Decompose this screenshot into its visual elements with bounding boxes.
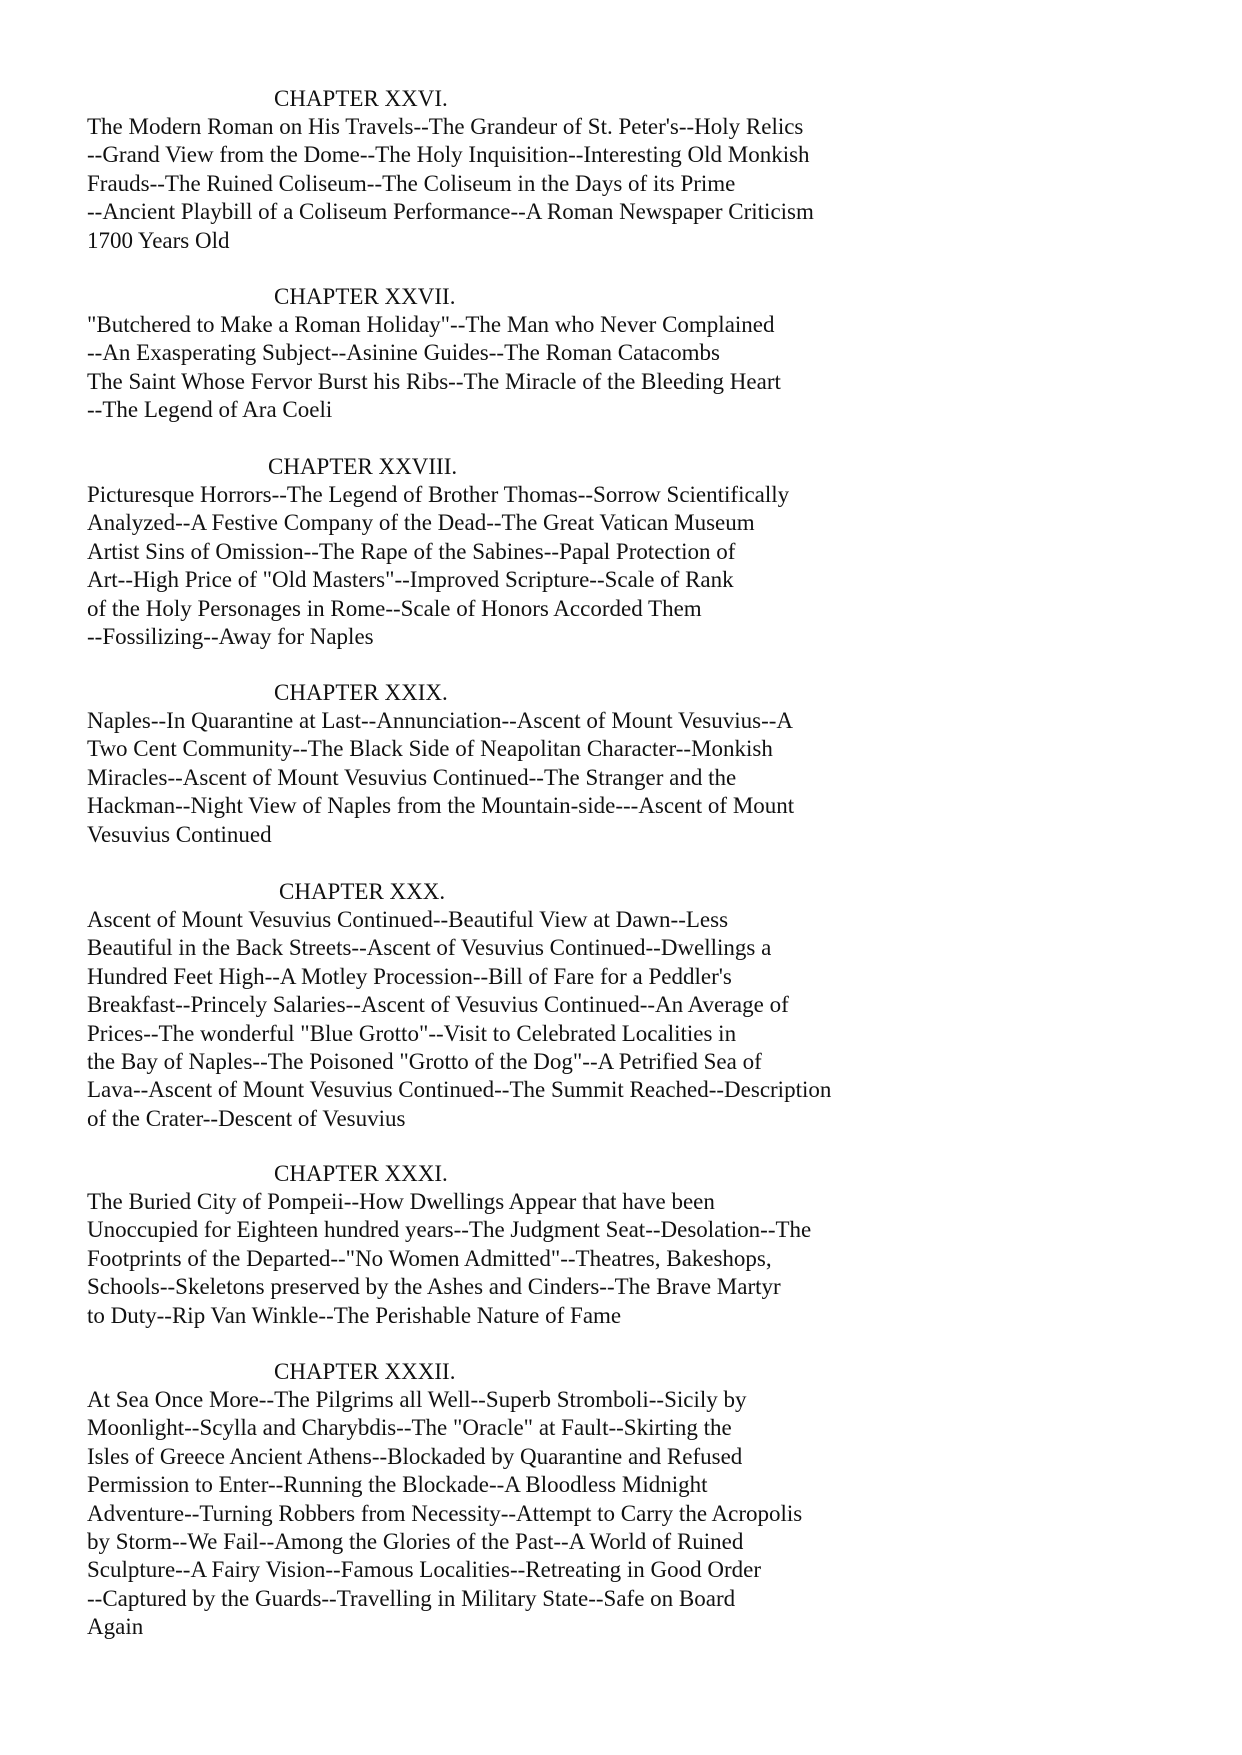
chapter-summary-line: Picturesque Horrors--The Legend of Brother Thomas--Sorrow Scientifically	[87, 482, 790, 507]
chapter-summary-line: Two Cent Community--The Black Side of Neapolitan Character--Monkish	[87, 736, 773, 762]
chapter-heading: CHAPTER XXVIII.	[268, 454, 458, 479]
chapter-summary-line: Beautiful in the Back Streets--Ascent of Vesuvius Continued--Dwellings a	[87, 935, 772, 961]
chapter-summary-line: Moonlight--Scylla and Charybdis--The "Oracle" at Fault--Skirting the	[87, 1415, 732, 1441]
chapter-summary-line: Vesuvius Continued	[87, 821, 272, 847]
chapter-xxx	[87, 878, 1187, 1133]
chapter-summary-line: by Storm--We Fail--Among the Glories of the Past--A World of Ruined	[87, 1529, 744, 1555]
chapter-summary-line: The Modern Roman on His Travels--The Grandeur of St. Peter's--Holy Relics	[87, 114, 804, 139]
chapter-summary-line: --An Exasperating Subject--Asinine Guides--The Roman Catacombs	[87, 340, 720, 366]
chapter-summary-line: Permission to Enter--Running the Blockade--A Bloodless Midnight	[87, 1472, 708, 1498]
chapter-summary-line: Unoccupied for Eighteen hundred years--The Judgment Seat--Desolation--The	[87, 1217, 812, 1243]
chapter-summary-line: Art--High Price of "Old Masters"--Improved Scripture--Scale of Rank	[87, 567, 734, 593]
chapter-summary-line: Isles of Greece Ancient Athens--Blockaded by Quarantine and Refused	[87, 1443, 743, 1469]
chapter-summary-line: Sculpture--A Fairy Vision--Famous Localities--Retreating in Good Order	[87, 1557, 761, 1583]
chapter-summary-line: "Butchered to Make a Roman Holiday"--The Man who Never Complained	[87, 312, 775, 337]
chapter-summary-line: 1700 Years Old	[87, 227, 230, 253]
chapter-summary-line: --Grand View from the Dome--The Holy Inquisition--Interesting Old Monkish	[87, 142, 810, 168]
chapter-summary-line: of the Holy Personages in Rome--Scale of Honors Accorded Them	[87, 595, 702, 621]
chapter-heading: CHAPTER XXVI.	[274, 86, 448, 111]
chapter-summary-line: --Fossilizing--Away for Naples	[87, 624, 374, 650]
chapter-summary-line: Prices--The wonderful "Blue Grotto"--Visit to Celebrated Localities in	[87, 1020, 737, 1046]
chapter-summary-line: Lava--Ascent of Mount Vesuvius Continued--The Summit Reached--Description	[87, 1077, 832, 1103]
chapter-heading: CHAPTER XXXII.	[274, 1359, 456, 1384]
chapter-xxviii	[87, 453, 1187, 651]
chapter-xxix	[87, 679, 1187, 849]
chapter-summary-line: Schools--Skeletons preserved by the Ashes and Cinders--The Brave Martyr	[87, 1274, 781, 1300]
chapter-xxxi	[87, 1160, 1187, 1330]
chapter-summary-line: Artist Sins of Omission--The Rape of the Sabines--Papal Protection of	[87, 538, 736, 564]
chapter-heading: CHAPTER XXXI.	[274, 1161, 448, 1186]
chapter-summary-line: The Saint Whose Fervor Burst his Ribs--The Miracle of the Bleeding Heart	[87, 368, 781, 394]
chapter-summary-line: Adventure--Turning Robbers from Necessity--Attempt to Carry the Acropolis	[87, 1500, 803, 1526]
chapter-summary-line: --Captured by the Guards--Travelling in Military State--Safe on Board	[87, 1585, 736, 1611]
chapter-xxvii	[87, 283, 1187, 425]
chapter-heading: CHAPTER XXIX.	[274, 680, 448, 705]
chapter-summary-line: Miracles--Ascent of Mount Vesuvius Continued--The Stranger and the	[87, 764, 737, 790]
chapter-summary-line: Hackman--Night View of Naples from the Mountain-side---Ascent of Mount	[87, 793, 795, 819]
chapter-summary-line: Frauds--The Ruined Coliseum--The Coliseum in the Days of its Prime	[87, 170, 736, 196]
chapter-summary-line: the Bay of Naples--The Poisoned "Grotto of the Dog"--A Petrified Sea of	[87, 1049, 762, 1075]
chapter-xxxii	[87, 1358, 1187, 1642]
chapter-summary-line: At Sea Once More--The Pilgrims all Well--Superb Stromboli--Sicily by	[87, 1387, 747, 1412]
chapter-xxvi	[87, 85, 1187, 255]
chapter-summary-line: Hundred Feet High--A Motley Procession--Bill of Fare for a Peddler's	[87, 963, 732, 989]
chapter-summary-line: --The Legend of Ara Coeli	[87, 397, 333, 423]
chapter-summary-line: --Ancient Playbill of a Coliseum Performance--A Roman Newspaper Criticism	[87, 199, 814, 225]
chapter-summary-line: Ascent of Mount Vesuvius Continued--Beautiful View at Dawn--Less	[87, 907, 729, 932]
chapter-summary-line: Footprints of the Departed--"No Women Admitted"--Theatres, Bakeshops,	[87, 1245, 772, 1271]
chapter-summary-line: Breakfast--Princely Salaries--Ascent of Vesuvius Continued--An Average of	[87, 992, 789, 1018]
chapter-summary-line: Naples--In Quarantine at Last--Annunciation--Ascent of Mount Vesuvius--A	[87, 708, 793, 733]
chapter-summary-line: of the Crater--Descent of Vesuvius	[87, 1105, 406, 1131]
chapter-summary-line: The Buried City of Pompeii--How Dwellings Appear that have been	[87, 1189, 715, 1214]
chapter-heading: CHAPTER XXVII.	[274, 284, 456, 309]
chapter-summary-line: Analyzed--A Festive Company of the Dead--The Great Vatican Museum	[87, 510, 755, 536]
chapter-heading: CHAPTER XXX.	[279, 879, 446, 904]
chapter-summary-line: Again	[87, 1614, 144, 1640]
chapter-summary-line: to Duty--Rip Van Winkle--The Perishable Nature of Fame	[87, 1302, 622, 1328]
